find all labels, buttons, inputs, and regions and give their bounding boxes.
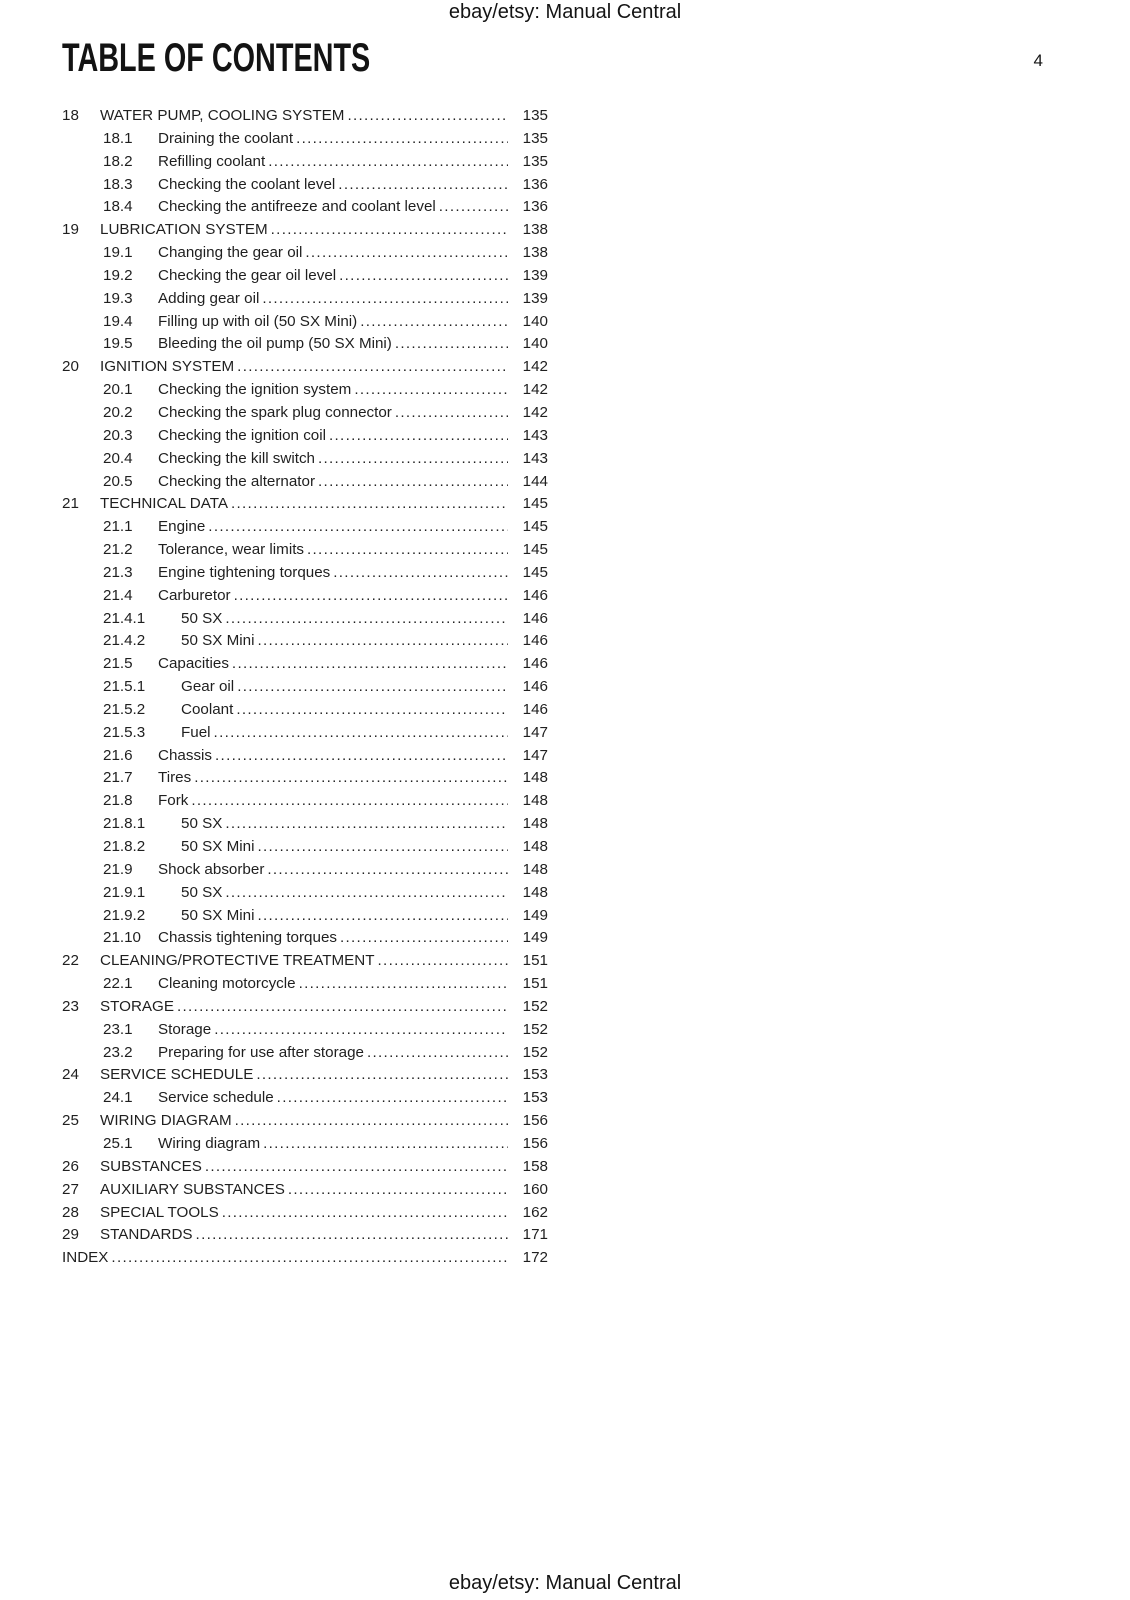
toc-entry xyxy=(62,267,548,290)
toc-entry-number: 21.9.2 xyxy=(103,906,146,924)
toc-entry-title: WATER PUMP, COOLING SYSTEM xyxy=(100,107,345,124)
toc-entry-page: 143 xyxy=(522,449,548,467)
toc-entry-title: Gear oil xyxy=(181,678,235,696)
toc-entry-number: 19.5 xyxy=(103,335,133,353)
toc-entry-page: 143 xyxy=(522,426,548,444)
toc-entry-page: 149 xyxy=(522,929,548,947)
toc-entry-page: 156 xyxy=(522,1112,548,1130)
toc-entry xyxy=(62,975,548,998)
toc-entry-page: 145 xyxy=(522,563,548,581)
toc-entry-number: 21.10 xyxy=(103,929,142,947)
toc-entry-title: STANDARDS xyxy=(100,1226,193,1244)
toc-entry xyxy=(62,518,548,541)
toc-entry xyxy=(62,313,548,336)
toc-entry-number: 25.1 xyxy=(103,1134,133,1152)
toc-entry-page: 140 xyxy=(522,335,548,353)
toc-entry-page: 135 xyxy=(522,107,548,124)
toc-entry xyxy=(62,1249,548,1272)
toc-entry-title: IGNITION SYSTEM xyxy=(100,358,235,376)
toc-entry xyxy=(62,587,548,610)
toc-entry-page: 158 xyxy=(522,1157,548,1175)
footer-watermark: ebay/etsy: Manual Central xyxy=(448,1572,682,1594)
toc-entry-page: 146 xyxy=(522,609,548,627)
dot-leader xyxy=(339,267,508,284)
toc-entry-number: 21.1 xyxy=(103,518,133,536)
dot-leader xyxy=(236,701,508,718)
toc-entry-number: 21.8.1 xyxy=(103,815,146,833)
toc-entry xyxy=(62,1112,548,1135)
toc-entry-title: Checking the antifreeze and coolant level xyxy=(158,198,436,216)
toc-entry-page: 153 xyxy=(522,1089,548,1107)
toc-entry-title: Draining the coolant xyxy=(158,129,294,147)
toc-entry-page: 139 xyxy=(522,289,548,307)
toc-entry-page: 152 xyxy=(522,997,548,1015)
dot-leader xyxy=(329,427,508,444)
toc-entry-title: Engine xyxy=(158,518,206,536)
toc-entry-page: 135 xyxy=(522,129,548,147)
toc-entry xyxy=(62,1066,548,1089)
toc-entry xyxy=(62,176,548,199)
toc-entry-page: 142 xyxy=(522,403,548,421)
toc-entry-title: CLEANING/PROTECTIVE TREATMENT xyxy=(100,952,375,970)
toc-entry-page: 139 xyxy=(522,266,548,284)
toc-entry-number: 21 xyxy=(62,495,79,513)
toc-entry-number: 18.3 xyxy=(103,175,133,193)
toc-entry xyxy=(62,404,548,427)
toc-entry-number: 19 xyxy=(62,221,79,239)
toc-entry-page: 146 xyxy=(522,700,548,718)
toc-entry-page: 172 xyxy=(522,1249,548,1267)
toc-entry-number: 21.8.2 xyxy=(103,838,146,855)
dot-leader xyxy=(268,153,508,170)
dot-leader xyxy=(262,290,508,307)
toc-entry xyxy=(62,1044,548,1067)
dot-leader xyxy=(214,724,508,741)
toc-entry-page: 142 xyxy=(522,381,548,399)
dot-leader xyxy=(235,1112,508,1129)
toc-entry xyxy=(62,655,548,678)
dot-leader xyxy=(347,107,508,124)
toc-entry-title: STORAGE xyxy=(100,997,174,1015)
toc-entry-number: 18 xyxy=(62,107,79,124)
toc-entry xyxy=(62,153,548,176)
toc-entry xyxy=(62,450,548,473)
toc-entry-number: 21.5.3 xyxy=(103,723,146,741)
toc-entry-number: 21.8 xyxy=(103,792,133,810)
toc-entry-number: 21.4 xyxy=(103,586,133,604)
toc-entry-title: Tires xyxy=(158,769,192,787)
dot-leader xyxy=(257,907,508,924)
dot-leader xyxy=(257,838,508,855)
toc-entry xyxy=(62,1158,548,1181)
dot-leader xyxy=(395,404,508,421)
toc-entry-number: 22 xyxy=(62,952,79,970)
toc-entry-page: 146 xyxy=(522,586,548,604)
dot-leader xyxy=(367,1044,508,1061)
toc-entry xyxy=(62,244,548,267)
toc-entry-page: 140 xyxy=(522,312,548,330)
toc-entry-number: 23 xyxy=(62,997,79,1015)
toc-entry xyxy=(62,632,548,655)
toc-entry-page: 156 xyxy=(522,1134,548,1152)
toc-entry xyxy=(62,998,548,1021)
toc-entry xyxy=(62,815,548,838)
toc-entry-number: 21.3 xyxy=(103,563,133,581)
page-number: 4 xyxy=(1033,51,1043,70)
toc-entry-title: 50 SX xyxy=(181,815,223,833)
toc-entry xyxy=(62,1021,548,1044)
toc-entry-title: Changing the gear oil xyxy=(158,244,303,262)
dot-leader xyxy=(208,518,508,535)
dot-leader xyxy=(263,1135,508,1152)
toc-entry xyxy=(62,427,548,450)
dot-leader xyxy=(318,473,508,490)
toc-entry-title: Fork xyxy=(158,792,189,810)
dot-leader xyxy=(256,1066,508,1083)
toc-entry-page: 135 xyxy=(522,152,548,170)
toc-entry-title: 50 SX Mini xyxy=(181,906,255,924)
dot-leader xyxy=(111,1249,508,1266)
toc-entry-number: 21.4.2 xyxy=(103,632,146,650)
toc-entry-number: 21.6 xyxy=(103,746,133,764)
toc-list xyxy=(62,107,548,1272)
dot-leader xyxy=(177,998,508,1015)
toc-entry xyxy=(62,769,548,792)
toc-entry xyxy=(62,838,548,861)
toc-entry-title: Checking the alternator xyxy=(158,472,316,490)
toc-entry-number: 20.2 xyxy=(103,403,133,421)
toc-entry-page: 153 xyxy=(522,1066,548,1084)
toc-entry-page: 162 xyxy=(522,1203,548,1221)
toc-entry-page: 148 xyxy=(522,815,548,833)
dot-leader xyxy=(305,244,508,261)
toc-entry xyxy=(62,952,548,975)
toc-entry xyxy=(62,724,548,747)
toc-entry-number: 21.9 xyxy=(103,860,133,878)
toc-entry xyxy=(62,1204,548,1227)
toc-entry-number: 20.1 xyxy=(103,381,133,399)
toc-entry-title: Adding gear oil xyxy=(158,289,260,307)
toc-entry-number: 18.2 xyxy=(103,152,133,170)
dot-leader xyxy=(257,632,508,649)
toc-entry-title: WIRING DIAGRAM xyxy=(100,1112,232,1130)
toc-entry-number: 26 xyxy=(62,1157,79,1175)
dot-leader xyxy=(378,952,508,969)
toc-entry xyxy=(62,884,548,907)
toc-entry-page: 148 xyxy=(522,792,548,810)
toc-entry-title: INDEX xyxy=(62,1249,109,1267)
toc-entry xyxy=(62,107,548,130)
toc-entry-title: Tolerance, wear limits xyxy=(158,541,305,559)
toc-entry-number: 25 xyxy=(62,1112,79,1130)
toc-entry-page: 138 xyxy=(522,244,548,262)
toc-entry-title: Fuel xyxy=(181,723,211,741)
toc-entry-number: 21.5.1 xyxy=(103,678,146,696)
toc-entry-title: Chassis tightening torques xyxy=(158,929,337,947)
dot-leader xyxy=(360,313,508,330)
toc-entry-page: 151 xyxy=(522,975,548,993)
toc-entry xyxy=(62,792,548,815)
toc-entry-page: 146 xyxy=(522,632,548,650)
toc-entry-number: 21.7 xyxy=(103,769,133,787)
toc-entry-number: 19.1 xyxy=(103,244,133,262)
dot-leader xyxy=(194,769,508,786)
dot-leader xyxy=(277,1089,508,1106)
toc-entry-page: 145 xyxy=(522,518,548,536)
toc-entry-page: 148 xyxy=(522,883,548,901)
toc-entry-title: AUXILIARY SUBSTANCES xyxy=(100,1180,285,1198)
toc-entry-page: 146 xyxy=(522,678,548,696)
toc-entry-title: Checking the spark plug connector xyxy=(158,403,392,421)
dot-leader xyxy=(215,747,508,764)
toc-entry xyxy=(62,678,548,701)
toc-entry-title: 50 SX xyxy=(181,609,223,627)
dot-leader xyxy=(191,792,508,809)
toc-entry-number: 21.2 xyxy=(103,541,133,559)
dot-leader xyxy=(205,1158,508,1175)
toc-entry-title: 50 SX Mini xyxy=(181,838,255,855)
toc-entry-title: LUBRICATION SYSTEM xyxy=(100,221,268,239)
toc-entry-title: Carburetor xyxy=(158,586,231,604)
toc-entry-page: 152 xyxy=(522,1020,548,1038)
toc-entry xyxy=(62,335,548,358)
toc-entry-number: 19.3 xyxy=(103,289,133,307)
toc-entry-title: Checking the kill switch xyxy=(158,449,315,467)
dot-leader xyxy=(196,1226,508,1243)
toc-entry-page: 138 xyxy=(522,221,548,239)
toc-entry xyxy=(62,130,548,153)
toc-entry-title: Coolant xyxy=(181,700,234,718)
toc-entry-page: 152 xyxy=(522,1043,548,1061)
toc-entry-number: 21.5.2 xyxy=(103,700,146,718)
toc-entry-page: 148 xyxy=(522,838,548,855)
toc-entry xyxy=(62,541,548,564)
toc-entry xyxy=(62,381,548,404)
dot-leader xyxy=(318,450,508,467)
page-title: TABLE OF CONTENTS xyxy=(62,36,371,80)
toc-entry-number: 29 xyxy=(62,1226,79,1244)
toc-entry xyxy=(62,929,548,952)
dot-leader xyxy=(439,198,508,215)
toc-entry-page: 142 xyxy=(522,358,548,376)
toc-entry-number: 21.5 xyxy=(103,655,133,673)
toc-entry-page: 144 xyxy=(522,472,548,490)
toc-entry-title: Shock absorber xyxy=(158,860,265,878)
dot-leader xyxy=(354,381,508,398)
toc-entry xyxy=(62,610,548,633)
toc-entry xyxy=(62,1089,548,1112)
toc-entry-title: Capacities xyxy=(158,655,229,673)
toc-entry-title: Filling up with oil (50 SX Mini) xyxy=(158,312,358,330)
dot-leader xyxy=(333,564,508,581)
toc-entry-number: 18.1 xyxy=(103,129,133,147)
dot-leader xyxy=(231,495,508,512)
toc-entry-number: 19.2 xyxy=(103,266,133,284)
toc-entry-number: 23.2 xyxy=(103,1043,133,1061)
dot-leader xyxy=(225,610,508,627)
toc-entry-page: 146 xyxy=(522,655,548,673)
toc-entry xyxy=(62,358,548,381)
toc-entry-page: 148 xyxy=(522,860,548,878)
toc-entry-title: Refilling coolant xyxy=(158,152,266,170)
dot-leader xyxy=(237,358,508,375)
toc-entry-number: 20.4 xyxy=(103,449,133,467)
toc-entry-number: 18.4 xyxy=(103,198,133,216)
toc-entry-page: 145 xyxy=(522,495,548,513)
toc-entry-number: 24 xyxy=(62,1066,79,1084)
dot-leader xyxy=(271,221,508,238)
toc-entry-title: Engine tightening torques xyxy=(158,563,331,581)
toc-entry-title: Checking the coolant level xyxy=(158,175,336,193)
dot-leader xyxy=(338,176,508,193)
toc-entry-title: Cleaning motorcycle xyxy=(158,975,296,993)
toc-entry-number: 21.4.1 xyxy=(103,609,146,627)
toc-entry-page: 151 xyxy=(522,952,548,970)
toc-entry-number: 22.1 xyxy=(103,975,133,993)
dot-leader xyxy=(237,678,508,695)
toc-entry xyxy=(62,701,548,724)
dot-leader xyxy=(232,655,508,672)
dot-leader xyxy=(225,884,508,901)
toc-entry-title: 50 SX Mini xyxy=(181,632,255,650)
toc-entry-page: 136 xyxy=(522,198,548,216)
dot-leader xyxy=(395,335,508,352)
toc-entry xyxy=(62,1135,548,1158)
toc-entry-title: Chassis xyxy=(158,746,213,764)
dot-leader xyxy=(307,541,508,558)
toc-entry-page: 136 xyxy=(522,175,548,193)
toc-entry-number: 20 xyxy=(62,358,79,376)
toc-entry-number: 20.5 xyxy=(103,472,133,490)
toc-entry xyxy=(62,907,548,930)
toc-entry-title: TECHNICAL DATA xyxy=(100,495,228,513)
toc-entry-page: 147 xyxy=(522,723,548,741)
toc-entry-title: Storage xyxy=(158,1020,212,1038)
toc-entry-number: 20.3 xyxy=(103,426,133,444)
toc-entry-number: 24.1 xyxy=(103,1089,133,1107)
toc-entry-title: SUBSTANCES xyxy=(100,1157,202,1175)
toc-entry-page: 160 xyxy=(522,1180,548,1198)
toc-entry xyxy=(62,473,548,496)
dot-leader xyxy=(267,861,508,878)
toc-entry-page: 148 xyxy=(522,769,548,787)
toc-entry xyxy=(62,861,548,884)
toc-entry-number: 28 xyxy=(62,1203,79,1221)
toc-entry-title: Bleeding the oil pump (50 SX Mini) xyxy=(158,335,392,353)
toc-entry xyxy=(62,1181,548,1204)
toc-entry-title: Checking the ignition coil xyxy=(158,426,327,444)
toc-entry xyxy=(62,747,548,770)
toc-entry-page: 171 xyxy=(522,1226,548,1244)
dot-leader xyxy=(214,1021,508,1038)
toc-entry xyxy=(62,290,548,313)
toc-entry xyxy=(62,495,548,518)
toc-entry xyxy=(62,221,548,244)
toc-entry-title: 50 SX xyxy=(181,883,223,901)
header-watermark: ebay/etsy: Manual Central xyxy=(448,1,682,23)
toc-entry-number: 21.9.1 xyxy=(103,883,146,901)
dot-leader xyxy=(234,587,508,604)
dot-leader xyxy=(288,1181,508,1198)
toc-entry-title: Checking the gear oil level xyxy=(158,266,337,284)
toc-entry xyxy=(62,1226,548,1249)
dot-leader xyxy=(225,815,508,832)
toc-entry-title: SPECIAL TOOLS xyxy=(100,1203,219,1221)
toc-entry-title: Checking the ignition system xyxy=(158,381,352,399)
toc-entry-title: SERVICE SCHEDULE xyxy=(100,1066,254,1084)
toc-entry-title: Wiring diagram xyxy=(158,1134,261,1152)
dot-leader xyxy=(299,975,508,992)
toc-entry-page: 149 xyxy=(522,906,548,924)
toc-entry-title: Service schedule xyxy=(158,1089,274,1107)
toc-entry-number: 23.1 xyxy=(103,1020,133,1038)
toc-entry xyxy=(62,564,548,587)
toc-entry-page: 145 xyxy=(522,541,548,559)
toc-entry-number: 19.4 xyxy=(103,312,133,330)
dot-leader xyxy=(296,130,508,147)
toc-entry-number: 27 xyxy=(62,1180,79,1198)
toc-entry-page: 147 xyxy=(522,746,548,764)
dot-leader xyxy=(340,929,508,946)
dot-leader xyxy=(222,1204,508,1221)
toc-entry xyxy=(62,198,548,221)
toc-entry-title: Preparing for use after storage xyxy=(158,1043,364,1061)
